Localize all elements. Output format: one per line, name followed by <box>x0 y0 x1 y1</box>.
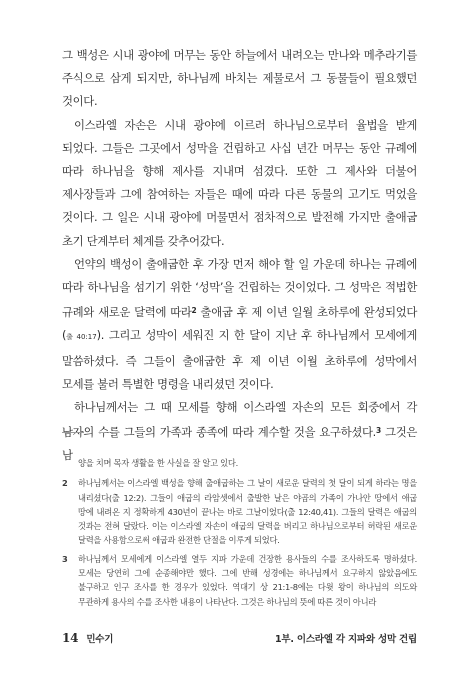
paragraph-2: 이스라엘 자손은 시내 광야에 이르러 하나님으로부터 율법을 받게 되었다. 그들은 그곳에서 성막을 건립하고 사십 년간 머무는 동안 규례에 따라 하나님을 향해 제사를 지내며 섬겼다. 또한 그 제사와 더불어 제사장들과 그에 참여하는 자들은 때에 따라 다른 동물의 고기도 먹었을 것이다. 그 일은 시내 광야에 머물면서 점차적으로 발전해 가지만 출애굽 초기 단계부터 체계를 갖추어갔다. <box>62 117 417 248</box>
scripture-citation: 출 40:17 <box>66 333 97 342</box>
paragraph-3-text-b: 출애굽 후 제 이년 일월 초하루에 완성되었다( <box>62 305 417 343</box>
footnote-text: 하나님께서는 이스라엘 백성을 향해 출애굽하는 그 날이 새로운 달력의 첫 달이 되게 하라는 명을 내리셨다(출 12:2). 그들이 애굽의 라암셋에서 출발한 날은 야곱의 가족이 가나안 땅에서 애굽 땅에 내려온 지 정확하게 430년이 끝나는 바로 그날이었다(출 12:40,41). 그들의 달력은 애굽의 것과는 전혀 달랐다. 이는 이스라엘 자손이 애굽의 달력을 버리고 하나님으로부터 허락된 새로운 달력을 사용함으로써 애굽과 완전한 단절을 이루게 되었다. <box>78 478 417 546</box>
book-title: 민수기 <box>86 634 114 645</box>
main-text <box>62 44 417 468</box>
footnote-2 <box>62 476 417 547</box>
footnote-ref-3[interactable]: 3 <box>375 426 381 436</box>
paragraph-1: 그 백성은 시내 광야에 머무는 동안 하늘에서 내려오는 만나와 메추라기를 주식으로 삼게 되지만, 하나님께 바치는 제물로서 그 동물들이 필요했던 것이다. <box>62 48 417 109</box>
paragraph-3-text-c: ). 그리고 성막이 세워진 지 한 달이 지난 후 하나님께서 모세에게 말씀하셨다. 즉 그들이 출애굽한 후 제 이년 이월 초하루에 성막에서 모세를 불러 특별한 명령을 내리셨던 것이다. <box>62 328 417 391</box>
section-title: 1부. 이스라엘 각 지파와 성막 건립 <box>274 634 417 645</box>
footnote-ref-2[interactable]: 2 <box>191 306 197 316</box>
paragraph-4-text-a: 하나님께서는 그 때 모세를 향해 이스라엘 자손의 모든 회중에서 각 남자의 수를 그들의 가족과 종족에 따라 계수할 것을 요구하셨다. <box>62 400 417 440</box>
footnotes <box>62 456 417 613</box>
paragraph-3 <box>62 253 417 396</box>
page-footer <box>62 631 417 645</box>
paragraph-3-text-a: 언약의 백성이 출애굽한 후 가장 먼저 해야 할 일 가운데 하나는 규례에 따라 하나님을 섬기기 위한 ‘성막’을 건립하는 것이었다. 그 성막은 적법한 규례와 새로운 달력에 따라 <box>62 256 417 320</box>
footer-left <box>62 631 113 645</box>
footnote-number: 3 <box>62 553 68 564</box>
page-number: 14 <box>62 631 79 645</box>
footnote-continuation <box>62 456 417 470</box>
footnote-divider <box>62 432 84 433</box>
footnote-3 <box>62 552 417 609</box>
footnote-continuation-text: 양을 치며 목자 생활을 한 사실을 잘 알고 있다. <box>78 458 238 468</box>
footnote-text: 하나님께서 모세에게 이스라엘 열두 지파 가운데 건장한 용사들의 수를 조사하도록 명하셨다. 모세는 당연히 그에 순종해야만 했다. 그에 반해 성경에는 하나님께서 요구하지 않았음에도 불구하고 인구 조사를 한 경우가 있었다. 역대기 상 21:1-8에는 다윗 왕이 하나님의 의도와 무관하게 용사의 수를 조사한 내용이 나타난다. 그것은 하나님의 뜻에 따른 것이 아니라 <box>78 553 417 607</box>
footnote-number: 2 <box>62 478 68 489</box>
paragraph-4-text-b: 그것은 남 <box>62 425 417 463</box>
